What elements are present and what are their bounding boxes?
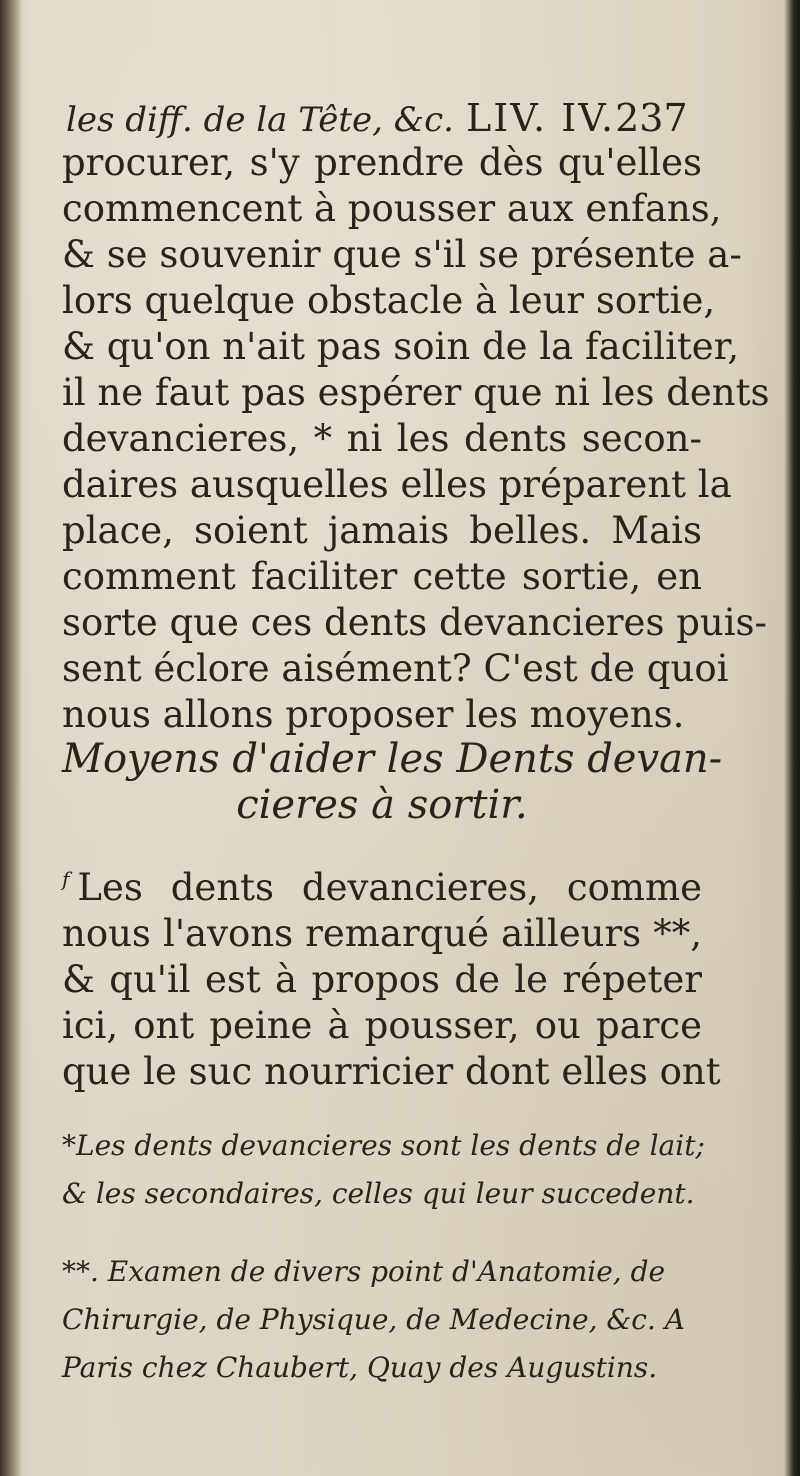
text-line: $^f$ Les dents devancieres, comme bbox=[62, 866, 702, 909]
footnote-marker: f bbox=[62, 867, 70, 891]
page-edge-shadow bbox=[784, 0, 800, 1476]
text-line: & qu'il est à propos de le répeter bbox=[62, 958, 702, 1001]
text-line: comment faciliter cette sortie, en bbox=[62, 555, 702, 598]
footnote-gap bbox=[62, 1218, 702, 1248]
second-paragraph bbox=[62, 856, 742, 1095]
footnote-line: Chirurgie, de Physique, de Medecine, &c. A bbox=[62, 1303, 685, 1336]
footnote-line: Paris chez Chaubert, Quay des Augustins. bbox=[62, 1351, 658, 1384]
book-spine-shadow bbox=[0, 0, 22, 1476]
page-number: 237 bbox=[615, 96, 688, 140]
text-line: ici, ont peine à pousser, ou parce bbox=[62, 1004, 702, 1047]
text-line: que le suc nourricier dont elles ont bbox=[62, 1050, 721, 1093]
section-heading-line: Moyens d'aider les Dents devan- bbox=[62, 736, 723, 782]
text-line: nous l'avons remarqué ailleurs **, bbox=[62, 912, 702, 955]
footnotes bbox=[62, 1122, 705, 1392]
text-line: daires ausquelles elles préparent la bbox=[62, 463, 732, 506]
footnote-line: *Les dents devancieres sont les dents de lait; bbox=[62, 1129, 705, 1162]
text-line: place, soient jamais belles. Mais bbox=[62, 509, 702, 552]
footnote-line: & les secondaires, celles qui leur succedent. bbox=[62, 1177, 695, 1210]
text-line: sent éclore aisément? C'est de quoi bbox=[62, 647, 729, 690]
text-line: procurer, s'y prendre dès qu'elles bbox=[62, 141, 702, 184]
running-head-book: LIV. IV. bbox=[466, 96, 616, 140]
text-line: devancieres, * ni les dents secon- bbox=[62, 417, 702, 460]
text-line: il ne faut pas espérer que ni les dents bbox=[62, 371, 770, 414]
text-line: sorte que ces dents devancieres puis- bbox=[62, 601, 768, 644]
text-line: nous allons proposer les moyens. bbox=[62, 693, 685, 736]
text-line: commencent à pousser aux enfans, bbox=[62, 187, 722, 230]
text-line: & se souvenir que s'il se présente a- bbox=[62, 233, 742, 276]
footnote-line: **. Examen de divers point d'Anatomie, de bbox=[62, 1255, 666, 1288]
section-heading bbox=[62, 736, 723, 828]
text-line: lors quelque obstacle à leur sortie, bbox=[62, 279, 716, 322]
running-head bbox=[66, 96, 736, 140]
text-line: & qu'on n'ait pas soin de la faciliter, bbox=[62, 325, 740, 368]
section-heading-line: cieres à sortir. bbox=[236, 782, 528, 828]
main-paragraph bbox=[62, 140, 770, 738]
running-head-title: les diff. de la Tête, &c. bbox=[66, 100, 454, 140]
